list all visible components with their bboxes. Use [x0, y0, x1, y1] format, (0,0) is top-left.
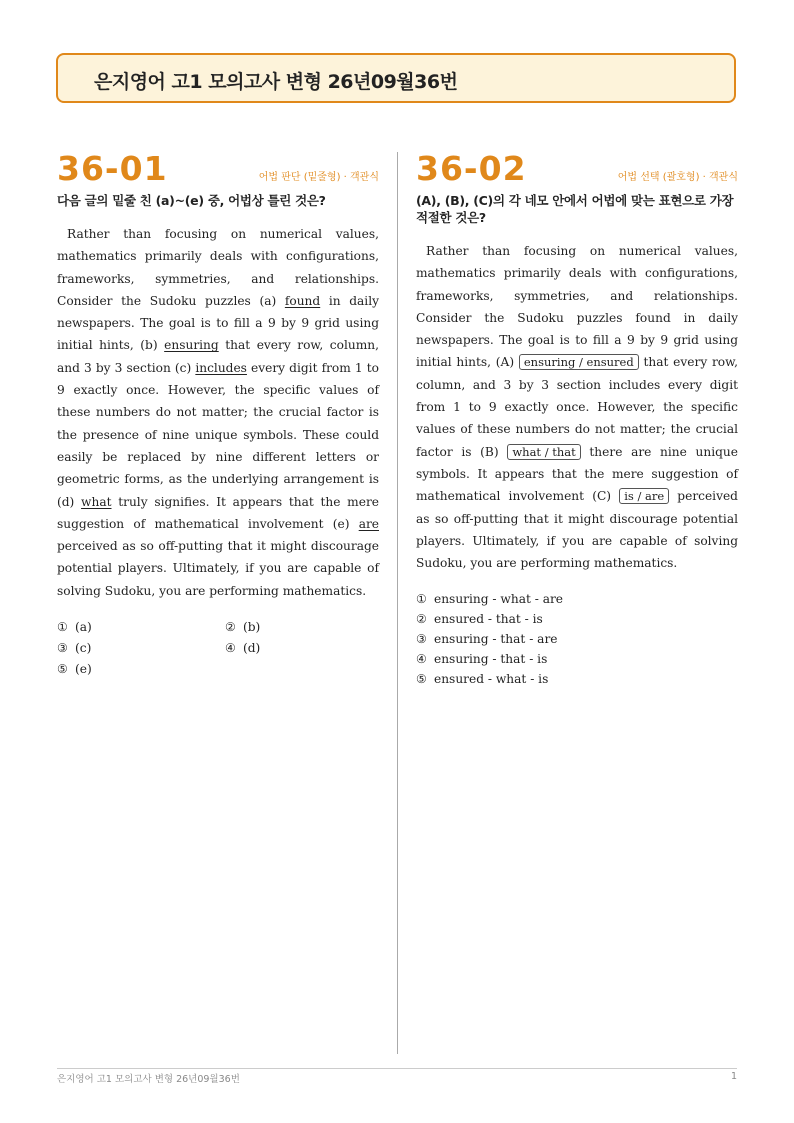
- passage-text: there are nine unique symbols. It appears that the mere suggestion of mathematical involvement (C): [416, 444, 738, 504]
- choice-3[interactable]: ③ (c): [57, 641, 92, 656]
- passage: [57, 223, 379, 602]
- question-number: 36-01: [57, 149, 168, 188]
- choice-box-C: is / are: [619, 488, 669, 504]
- passage-text: perceived as so off-putting that it might discourage potential players. Ultimately, if you are capable of solving Sudoku, you are performing mathematics.: [416, 489, 738, 571]
- passage-text: in daily newspapers. The goal is to fill a 9 by 9 grid using initial hints, (b): [57, 293, 379, 353]
- page-title: 은지영어 고1 모의고사 변형 26년09월36번: [94, 71, 458, 93]
- underlined-d: what: [81, 494, 112, 509]
- passage-text: Rather than focusing on numerical values, mathematics primarily deals with configurations, frameworks, symmetries, and relationships. Consider the Sudoku puzzles (a): [57, 227, 379, 308]
- question-36-02: [416, 150, 738, 689]
- question-type: 어법 판단 (밑줄형) · 객관식: [258, 172, 379, 183]
- choices: [416, 590, 738, 689]
- question-header: [416, 150, 738, 188]
- choice-1[interactable]: ① ensuring - what - are: [416, 592, 564, 607]
- passage: [416, 240, 738, 574]
- question-number: 36-02: [416, 149, 527, 188]
- choice-3[interactable]: ③ ensuring - that - are: [416, 632, 558, 647]
- passage-text: perceived as so off-putting that it might discourage potential players. Ultimately, if you are capable of solving Sudoku, you are performing mathematics.: [57, 539, 379, 598]
- choice-2[interactable]: ② (b): [225, 620, 261, 635]
- passage-text: that every row, column, and 3 by 3 section (c): [57, 338, 379, 375]
- underlined-c: includes: [195, 360, 247, 375]
- choice-4[interactable]: ④ (d): [225, 641, 261, 656]
- underlined-b: ensuring: [164, 338, 219, 353]
- question-type: 어법 선택 (괄호형) · 객관식: [617, 172, 738, 183]
- choice-5[interactable]: ⑤ ensured - what - is: [416, 671, 549, 686]
- footer-divider: [57, 1068, 737, 1069]
- passage-text: Rather than focusing on numerical values, mathematics primarily deals with configurations, frameworks, symmetries, and relationships. Consider the Sudoku puzzles found in daily newspapers. The goal is to fill a 9 by 9 grid using initial hints, (A): [416, 244, 738, 370]
- choices: [57, 618, 379, 679]
- choice-1[interactable]: ① (a): [57, 620, 92, 635]
- header-banner: [56, 53, 736, 103]
- footer-title: 은지영어 고1 모의고사 변형 26년09월36번: [57, 1074, 240, 1085]
- underlined-e: are: [358, 516, 379, 531]
- choice-2[interactable]: ② ensured - that - is: [416, 612, 543, 627]
- passage-text: every digit from 1 to 9 exactly once. However, the specific values of these numbers do not matter; the crucial factor is the presence of nine unique symbols. These could easily be replaced by nine different letters or geometric forms, as the underlying arrangement is (d): [57, 360, 379, 509]
- underlined-a: found: [284, 293, 321, 308]
- passage-text: that every row, column, and 3 by 3 section includes every digit from 1 to 9 exactly once. However, the specific values of these numbers do not matter; the crucial factor is (B): [416, 355, 738, 459]
- choice-box-A: ensuring / ensured: [519, 354, 639, 370]
- question-header: [57, 150, 379, 188]
- question-36-01: [57, 150, 379, 679]
- passage-text: truly signifies. It appears that the mere suggestion of mathematical involvement (e): [57, 494, 379, 531]
- choice-box-B: what / that: [507, 444, 580, 460]
- page-number: 1: [730, 1071, 737, 1082]
- question-title: 다음 글의 밑줄 친 (a)~(e) 중, 어법상 틀린 것은?: [57, 193, 326, 208]
- column-divider: [397, 152, 398, 1054]
- question-title: (A), (B), (C)의 각 네모 안에서 어법에 맞는 표현으로 가장 적절한 것은?: [416, 193, 734, 225]
- choice-4[interactable]: ④ ensuring - that - is: [416, 651, 548, 666]
- choice-5[interactable]: ⑤ (e): [57, 662, 92, 677]
